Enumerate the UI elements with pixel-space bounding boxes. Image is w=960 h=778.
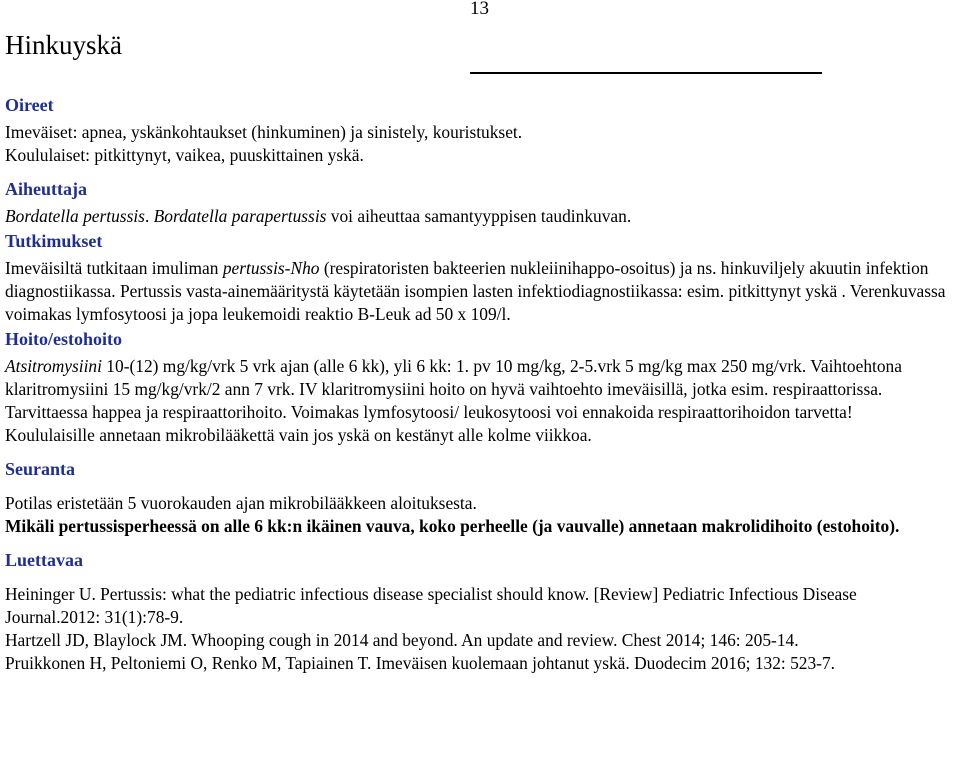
species-parapertussis: Bordatella parapertussis xyxy=(153,206,327,226)
drug-azithromycin: Atsitromysiini xyxy=(5,356,102,376)
header-rule xyxy=(470,72,822,74)
reference-item: Hartzell JD, Blaylock JM. Whooping cough in 2014 and beyond. An update and review. Chest 2014; 146: 205-14. xyxy=(5,630,799,650)
treatment-respirator: Tarvittaessa happea ja respiraattorihoito. Voimakas lymfosytoosi/ leukosytoosi voi ennakoida respiraattorihoidon tarvetta! xyxy=(5,402,853,422)
cause-rest: voi aiheuttaa samantyyppisen taudinkuvan. xyxy=(326,206,632,226)
cause-text xyxy=(5,205,955,228)
symptoms-line-schoolchildren: Koululaiset: pitkittynyt, vaikea, puuskittainen yskä. xyxy=(5,145,364,165)
reference-item: Pruikkonen H, Peltoniemi O, Renko M, Tapiainen T. Imeväisen kuolemaan johtanut yskä. Duodecim 2016; 132: 523-7. xyxy=(5,653,836,673)
section-followup xyxy=(5,458,955,538)
tests-text xyxy=(5,257,955,326)
treatment-dosing-rest: 10-(12) mg/kg/vrk 5 vrk ajan (alle 6 kk), yli 6 kk: 1. pv 10 mg/kg, 2-5.vrk 5 mg/kg max 250 mg/vrk. Vaihtoehtona klaritromysiini 15 mg/kg/vrk/2 ann 7 vrk. IV klaritromysiini hoito on hyvä vaihtoehto imeväisillä, jotka esim. respiraattorissa. xyxy=(5,356,902,399)
section-cause xyxy=(5,178,955,228)
heading-tests: Tutkimukset xyxy=(5,231,103,251)
tests-text-rest: (respiratoristen bakteerien nukleiinihappo-osoitus) ja ns. hinkuviljely akuutin infektion diagnostiikassa. Pertussis vasta-ainemääritystä käytetään isompien lasten infektiodiagnostiikassa: esim. pitkittynyt yskä . Verenkuvassa voimakas lymfosytoosi ja jopa leukemoidi reaktio B-Leuk ad 50 x 109/l. xyxy=(5,258,946,324)
tests-nho-term: pertussis-Nho xyxy=(222,258,320,278)
treatment-schoolchildren: Koululaisille annetaan mikrobilääkettä vain jos yskä on kestänyt alle kolme viikkoa. xyxy=(5,425,592,445)
heading-symptoms: Oireet xyxy=(5,95,54,115)
heading-cause: Aiheuttaja xyxy=(5,179,87,199)
section-tests xyxy=(5,230,955,326)
treatment-dosing xyxy=(5,355,955,401)
section-symptoms xyxy=(5,94,955,167)
tests-text-start: Imeväisiltä tutkitaan imuliman xyxy=(5,258,223,278)
page-title: Hinkuyskä xyxy=(5,30,122,60)
followup-isolation: Potilas eristetään 5 vuorokauden ajan mikrobilääkkeen aloituksesta. xyxy=(5,493,477,513)
document-body xyxy=(5,94,955,675)
symptoms-line-infants: Imeväiset: apnea, yskänkohtaukset (hinkuminen) ja sinistely, kouristukset. xyxy=(5,122,523,142)
heading-followup: Seuranta xyxy=(5,459,76,479)
species-pertussis: Bordatella pertussis xyxy=(5,206,145,226)
heading-reading: Luettavaa xyxy=(5,550,83,570)
page-number: 13 xyxy=(470,0,489,19)
section-treatment xyxy=(5,328,955,447)
followup-family-prophylaxis: Mikäli pertussisperheessä on alle 6 kk:n ikäinen vauva, koko perheelle (ja vauvalle) annetaan makrolidihoito (estohoito). xyxy=(5,516,900,536)
heading-treatment: Hoito/estohoito xyxy=(5,329,122,349)
section-reading xyxy=(5,549,955,675)
cause-sep: . xyxy=(144,206,154,226)
reference-item: Heininger U. Pertussis: what the pediatric infectious disease specialist should know. [Review] Pediatric Infectious Disease Journal.2012: 31(1):78-9. xyxy=(5,584,857,627)
